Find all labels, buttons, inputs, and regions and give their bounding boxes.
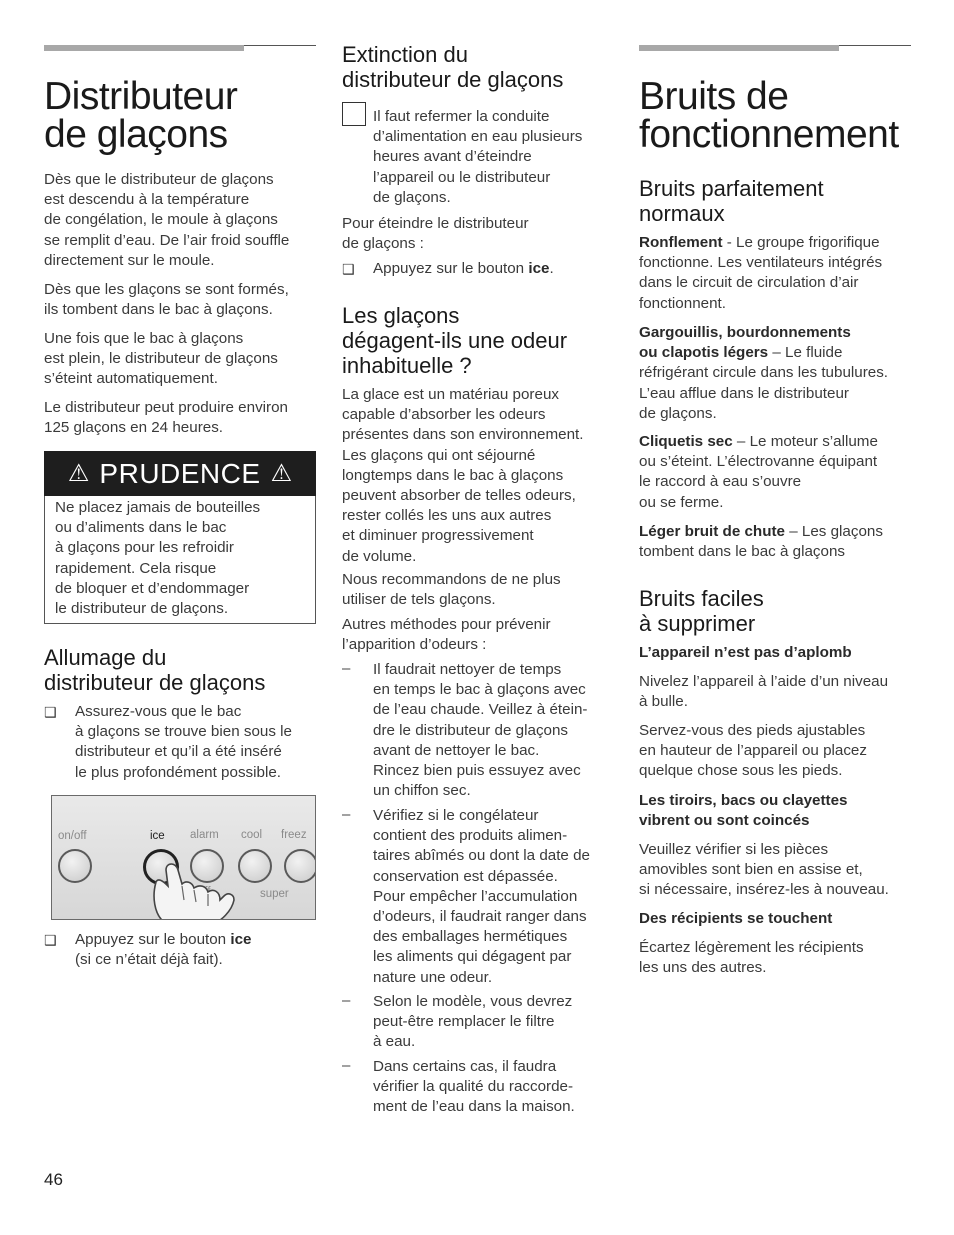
paragraph-verifier: Veuillez vérifier si les pièces amovibles sont bien en assise et, si nécessaire, insérez-les à nouveau. — [639, 841, 889, 899]
paragraph-chute: Léger bruit de chute – Les glaçons tombent dans le bac à glaçons — [639, 523, 883, 561]
subheading-recipients: Des récipients se touchent — [639, 910, 833, 927]
paragraph-glace-poreuse: La glace est un matériau poreux capable d’absorber les odeurs présentes dans son environnement. Les glaçons qui ont séjourné longtemps dans le bac à glaçons peuvent absorber de telles odeurs, rester collés les uns aux autres et diminuer progressivement de volume. — [342, 386, 584, 565]
on-off-button-icon — [58, 849, 92, 883]
list-dash: – — [342, 806, 351, 823]
freeze-button-icon — [284, 849, 316, 883]
subheading-tiroirs: Les tiroirs, bacs ou clayettes vibrent ou sont coincés — [639, 792, 848, 830]
control-panel-illustration — [51, 795, 316, 920]
caution-box — [44, 496, 316, 624]
panel-label-alarm: alarm — [190, 829, 219, 841]
list-dash: – — [342, 992, 351, 1009]
heading-allumage: Allumage du distributeur de glaçons — [44, 645, 266, 695]
subheading-aplomb: L’appareil n’est pas d’aplomb — [639, 644, 852, 661]
caution-text: Ne placez jamais de bouteilles ou d’aliments dans le bac à glaçons pour les refroidir rapidement. Cela risque de bloquer et d’endommager le distributeur de glaçons. — [55, 499, 261, 618]
paragraph-cliquetis: Cliquetis sec – Le moteur s’allume ou s’éteint. L’électrovanne équipant le raccord à eau s’ouvre ou se ferme. — [639, 433, 878, 511]
list-item-congelateur: Vérifiez si le congélateur contient des produits alimen- taires abîmés ou dont la date de conservation est dépassée. Pour empêcher l’accumulation d’odeurs, il faudrait ranger dans des emballages hermétiques les aliments qui dégagent par nature une odeur. — [373, 807, 590, 986]
paragraph-eteindre: Pour éteindre le distributeur de glaçons : — [342, 215, 529, 253]
panel-label-ice: ice — [150, 830, 165, 842]
section-title-bruits: Bruits de fonctionnement — [639, 75, 899, 156]
page-number: 46 — [44, 1170, 63, 1189]
panel-label-freeze: freez — [281, 829, 307, 841]
paragraph-gargouillis: Gargouillis, bourdonnements ou clapotis légers – Le fluide réfrigérant circule dans les tubulures. L’eau afflue dans le distributeur de glaçons. — [639, 324, 889, 422]
caution-header — [44, 451, 316, 496]
paragraph-recommandation: Nous recommandons de ne plus utiliser de tels glaçons. — [342, 571, 561, 609]
intro-paragraph: Dès que le distributeur de glaçons est descendu à la température de congélation, le moule à glaçons se remplit d’eau. De l’air froid souffle directement sur le moule. — [44, 171, 290, 269]
heading-bruits-normaux: Bruits parfaitement normaux — [639, 176, 824, 226]
section-title-distributeur: Distributeur de glaçons — [44, 75, 238, 156]
heading-odeur: Les glaçons dégagent-ils une odeur inhabituelle ? — [342, 303, 568, 378]
panel-label-cool: cool — [241, 829, 263, 841]
checkbox-icon: ❑ — [44, 704, 57, 720]
paragraph-autres-methodes: Autres méthodes pour prévenir l’apparition d’odeurs : — [342, 616, 551, 654]
check-item-bac: Assurez-vous que le bac à glaçons se trouve bien sous le distributeur et qu’il a été inséré le plus profondément possible. — [75, 703, 292, 781]
heading-bruits-faciles: Bruits faciles à supprimer — [639, 586, 764, 636]
paragraph-ecartez: Écartez légèrement les récipients les uns des autres. — [639, 939, 864, 977]
top-rule — [639, 45, 911, 52]
list-dash: – — [342, 1057, 351, 1074]
heading-extinction: Extinction du distributeur de glaçons — [342, 42, 564, 92]
check-item-ice-button: Appuyez sur le bouton ice (si ce n’était déjà fait). — [75, 931, 252, 969]
check-item-ice-off: Appuyez sur le bouton ice. — [373, 260, 554, 277]
pressing-finger-icon — [148, 856, 238, 920]
note-text: Il faut refermer la conduite d’alimentation en eau plusieurs heures avant d’éteindre l’appareil ou le distributeur de glaçons. — [373, 108, 583, 206]
paragraph-ronflement: Ronflement - Le groupe frigorifique fonctionne. Les ventilateurs intégrés dans le circuit de circulation d’air fonctionnent. — [639, 234, 883, 312]
list-item-nettoyer: Il faudrait nettoyer de temps en temps le bac à glaçons avec de l’eau chaude. Veillez à étein- dre le distributeur de glaçons avant de nettoyer le bac. Rincez bien puis essuyez avec un chiffon sec. — [373, 661, 588, 800]
checkbox-icon: ❑ — [342, 261, 355, 277]
caution-label: PRUDENCE — [99, 457, 261, 489]
cool-button-icon — [238, 849, 272, 883]
panel-label-on-off: on/off — [58, 830, 87, 842]
paragraph-glacons-formes: Dès que les glaçons se sont formés, ils tombent dans le bac à glaçons. — [44, 281, 289, 319]
panel-label-super: super — [260, 888, 289, 900]
list-item-raccordement: Dans certains cas, il faudra vérifier la qualité du raccorde- ment de l’eau dans la maison. — [373, 1058, 575, 1116]
note-icon — [342, 102, 366, 126]
warning-icon: ⚠ — [67, 460, 90, 487]
paragraph-bac-plein: Une fois que le bac à glaçons est plein, le distributeur de glaçons s’éteint automatiquement. — [44, 330, 278, 388]
list-dash: – — [342, 660, 351, 677]
paragraph-pieds: Servez-vous des pieds ajustables en hauteur de l’appareil ou placez quelque chose sous les pieds. — [639, 722, 867, 780]
checkbox-icon: ❑ — [44, 932, 57, 948]
list-item-filtre: Selon le modèle, vous devrez peut-être remplacer le filtre à eau. — [373, 993, 573, 1051]
paragraph-capacite: Le distributeur peut produire environ 125 glaçons en 24 heures. — [44, 399, 288, 437]
paragraph-niveau: Nivelez l’appareil à l’aide d’un niveau à bulle. — [639, 673, 889, 711]
top-rule — [44, 45, 316, 52]
warning-icon: ⚠ — [270, 460, 293, 487]
